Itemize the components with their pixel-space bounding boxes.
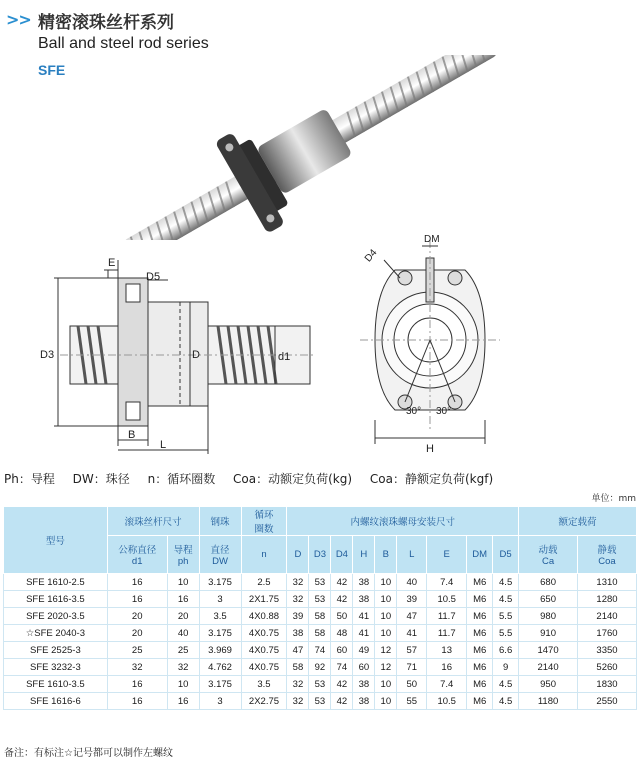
model-tag: SFE (38, 62, 66, 78)
table-cell: 38 (353, 574, 375, 591)
table-cell: 53 (309, 574, 331, 591)
table-cell: 10 (375, 693, 397, 710)
table-cell: 11.7 (427, 608, 467, 625)
table-cell: 49 (353, 642, 375, 659)
header-arrows: >> (6, 10, 31, 29)
table-cell: 3350 (578, 642, 637, 659)
table-cell: 16 (107, 693, 167, 710)
table-cell: 53 (309, 591, 331, 608)
table-row (4, 608, 637, 625)
col-D4: D4 (331, 536, 353, 574)
table-cell: 42 (331, 693, 353, 710)
table-cell: 16 (167, 591, 199, 608)
col-D3: D3 (309, 536, 331, 574)
table-cell: 1470 (519, 642, 578, 659)
table-cell: 5.5 (493, 625, 519, 642)
table-row (4, 574, 637, 591)
table-cell: M6 (467, 574, 493, 591)
table-cell: M6 (467, 659, 493, 676)
table-cell: 3.969 (199, 642, 241, 659)
table-cell: 2.5 (241, 574, 287, 591)
legend-ca: Coa：动额定负荷(kg) (233, 472, 353, 486)
table-cell: 10.5 (427, 591, 467, 608)
table-cell: 2X1.75 (241, 591, 287, 608)
col-D: D (287, 536, 309, 574)
table-cell: 11.7 (427, 625, 467, 642)
table-cell: SFE 1610-3.5 (4, 676, 108, 693)
table-cell: 2550 (578, 693, 637, 710)
table-cell: SFE 2020-3.5 (4, 608, 108, 625)
spec-table (3, 506, 637, 710)
table-cell: 3.5 (241, 676, 287, 693)
table-cell: 50 (331, 608, 353, 625)
table-cell: 10 (375, 625, 397, 642)
table-cell: 32 (167, 659, 199, 676)
table-cell: 2140 (578, 608, 637, 625)
table-row (4, 676, 637, 693)
table-cell: 4.5 (493, 591, 519, 608)
table-cell: 60 (331, 642, 353, 659)
col-load: 额定载荷 (519, 507, 637, 536)
table-cell: 4.5 (493, 693, 519, 710)
table-cell: 38 (353, 591, 375, 608)
dim-H: H (426, 443, 434, 455)
table-cell: 1180 (519, 693, 578, 710)
col-static: 静载 Coa (578, 536, 637, 574)
table-cell: 74 (309, 642, 331, 659)
table-cell: 4.5 (493, 676, 519, 693)
table-cell: 2140 (519, 659, 578, 676)
table-cell: 10 (375, 676, 397, 693)
table-cell: 20 (107, 608, 167, 625)
col-nominal: 公称直径 d1 (107, 536, 167, 574)
table-cell: 55 (397, 693, 427, 710)
table-cell: 32 (287, 574, 309, 591)
table-cell: 4X0.88 (241, 608, 287, 625)
table-cell: 5260 (578, 659, 637, 676)
col-n: n (241, 536, 287, 574)
col-lead: 导程 ph (167, 536, 199, 574)
table-cell: M6 (467, 676, 493, 693)
table-cell: 25 (167, 642, 199, 659)
table-cell: 4.762 (199, 659, 241, 676)
table-cell: 38 (353, 693, 375, 710)
table-row (4, 591, 637, 608)
table-cell: 32 (287, 591, 309, 608)
table-cell: 53 (309, 693, 331, 710)
table-cell: 7.4 (427, 676, 467, 693)
table-cell: SFE 2525-3 (4, 642, 108, 659)
dim-E: E (108, 257, 116, 269)
table-cell: 58 (309, 608, 331, 625)
table-cell: M6 (467, 693, 493, 710)
dim-B: B (128, 429, 136, 441)
table-cell: 40 (397, 574, 427, 591)
table-cell: 16 (107, 676, 167, 693)
col-model: 型号 (4, 507, 108, 574)
table-cell: 16 (107, 591, 167, 608)
dim-DM: DM (424, 234, 440, 245)
table-cell: 1310 (578, 574, 637, 591)
table-cell: 58 (287, 659, 309, 676)
table-row (4, 642, 637, 659)
dim-D3: D3 (40, 349, 55, 361)
table-cell: SFE 3232-3 (4, 659, 108, 676)
table-cell: 38 (287, 625, 309, 642)
legend-coa: Coa：静额定负荷(kgf) (369, 472, 494, 486)
table-cell: 25 (107, 642, 167, 659)
dim-D: D (192, 349, 200, 361)
angle-30-right: 30° (436, 406, 452, 417)
table-cell: 47 (397, 608, 427, 625)
table-cell: 4.5 (493, 574, 519, 591)
table-cell: 42 (331, 591, 353, 608)
page-title-en: Ball and steel rod series (38, 35, 209, 52)
dim-L: L (160, 439, 167, 451)
table-row (4, 659, 637, 676)
legend-n: n：循环圈数 (147, 472, 216, 486)
dim-d1: d1 (278, 351, 291, 363)
front-view-drawing (350, 230, 520, 465)
col-circulation: 循环 圈数 (241, 507, 287, 536)
table-cell: 10.5 (427, 693, 467, 710)
table-body (4, 574, 637, 710)
table-cell: 5.5 (493, 608, 519, 625)
table-cell: 57 (397, 642, 427, 659)
table-cell: 3.175 (199, 574, 241, 591)
table-cell: M6 (467, 608, 493, 625)
table-cell: 9 (493, 659, 519, 676)
table-cell: 53 (309, 676, 331, 693)
table-cell: SFE 1610-2.5 (4, 574, 108, 591)
table-cell: 6.6 (493, 642, 519, 659)
table-cell: 1760 (578, 625, 637, 642)
col-B: B (375, 536, 397, 574)
table-cell: 7.4 (427, 574, 467, 591)
table-cell: 680 (519, 574, 578, 591)
table-cell: 60 (353, 659, 375, 676)
table-cell: 16 (427, 659, 467, 676)
table-cell: 32 (287, 676, 309, 693)
col-screw: 滚珠丝杆尺寸 (107, 507, 199, 536)
table-cell: 16 (167, 693, 199, 710)
table-cell: 4X0.75 (241, 642, 287, 659)
unit-label: 单位：mm (591, 494, 636, 504)
table-cell: 48 (331, 625, 353, 642)
col-DM: DM (467, 536, 493, 574)
table-cell: 4X0.75 (241, 659, 287, 676)
table-cell: 10 (167, 676, 199, 693)
table-cell: 10 (375, 608, 397, 625)
table-cell: 1830 (578, 676, 637, 693)
table-cell: 41 (397, 625, 427, 642)
ball-screw-photo (120, 55, 500, 240)
table-cell: 950 (519, 676, 578, 693)
table-cell: 42 (331, 574, 353, 591)
table-row (4, 693, 637, 710)
legend-ph: Ph：导程 (4, 472, 55, 486)
table-cell: ☆SFE 2040-3 (4, 625, 108, 642)
table-cell: 910 (519, 625, 578, 642)
col-diameter: 直径 DW (199, 536, 241, 574)
table-cell: 92 (309, 659, 331, 676)
table-cell: 3.175 (199, 625, 241, 642)
table-cell: 20 (107, 625, 167, 642)
angle-30-left: 30° (406, 406, 422, 417)
table-cell: 58 (309, 625, 331, 642)
table-cell: 10 (167, 574, 199, 591)
table-cell: 10 (375, 574, 397, 591)
table-cell: SFE 1616-6 (4, 693, 108, 710)
page-title-cn: 精密滚珠丝杆系列 (38, 13, 174, 33)
table-cell: 3 (199, 693, 241, 710)
table-cell: 74 (331, 659, 353, 676)
footnote: 备注：有标注☆记号都可以制作左螺纹 (4, 748, 173, 759)
table-cell: 32 (287, 693, 309, 710)
col-E: E (427, 536, 467, 574)
table-cell: 12 (375, 659, 397, 676)
col-nut: 内螺纹滚珠螺母安装尺寸 (287, 507, 519, 536)
col-D5: D5 (493, 536, 519, 574)
table-cell: M6 (467, 591, 493, 608)
dim-D4: D4 (362, 247, 380, 265)
table-cell: 3.175 (199, 676, 241, 693)
table-cell: SFE 1616-3.5 (4, 591, 108, 608)
col-H: H (353, 536, 375, 574)
col-ball: 钢珠 (199, 507, 241, 536)
table-cell: 39 (397, 591, 427, 608)
col-L: L (397, 536, 427, 574)
table-cell: 41 (353, 608, 375, 625)
table-cell: M6 (467, 642, 493, 659)
table-cell: 16 (107, 574, 167, 591)
table-cell: 40 (167, 625, 199, 642)
legend-dw: DW：珠径 (72, 472, 130, 486)
table-cell: 13 (427, 642, 467, 659)
dim-D5: D5 (146, 271, 161, 283)
table-cell: 50 (397, 676, 427, 693)
side-view-drawing (40, 250, 320, 460)
table-cell: 2X2.75 (241, 693, 287, 710)
table-cell: 38 (353, 676, 375, 693)
table-cell: 41 (353, 625, 375, 642)
table-cell: M6 (467, 625, 493, 642)
table-cell: 12 (375, 642, 397, 659)
table-cell: 42 (331, 676, 353, 693)
table-cell: 47 (287, 642, 309, 659)
table-row (4, 625, 637, 642)
table-cell: 39 (287, 608, 309, 625)
table-cell: 10 (375, 591, 397, 608)
table-cell: 32 (107, 659, 167, 676)
table-cell: 1280 (578, 591, 637, 608)
table-cell: 3.5 (199, 608, 241, 625)
table-cell: 71 (397, 659, 427, 676)
legend (4, 470, 507, 487)
col-dynamic: 动载 Ca (519, 536, 578, 574)
table-cell: 650 (519, 591, 578, 608)
table-cell: 20 (167, 608, 199, 625)
table-cell: 4X0.75 (241, 625, 287, 642)
table-cell: 980 (519, 608, 578, 625)
table-cell: 3 (199, 591, 241, 608)
